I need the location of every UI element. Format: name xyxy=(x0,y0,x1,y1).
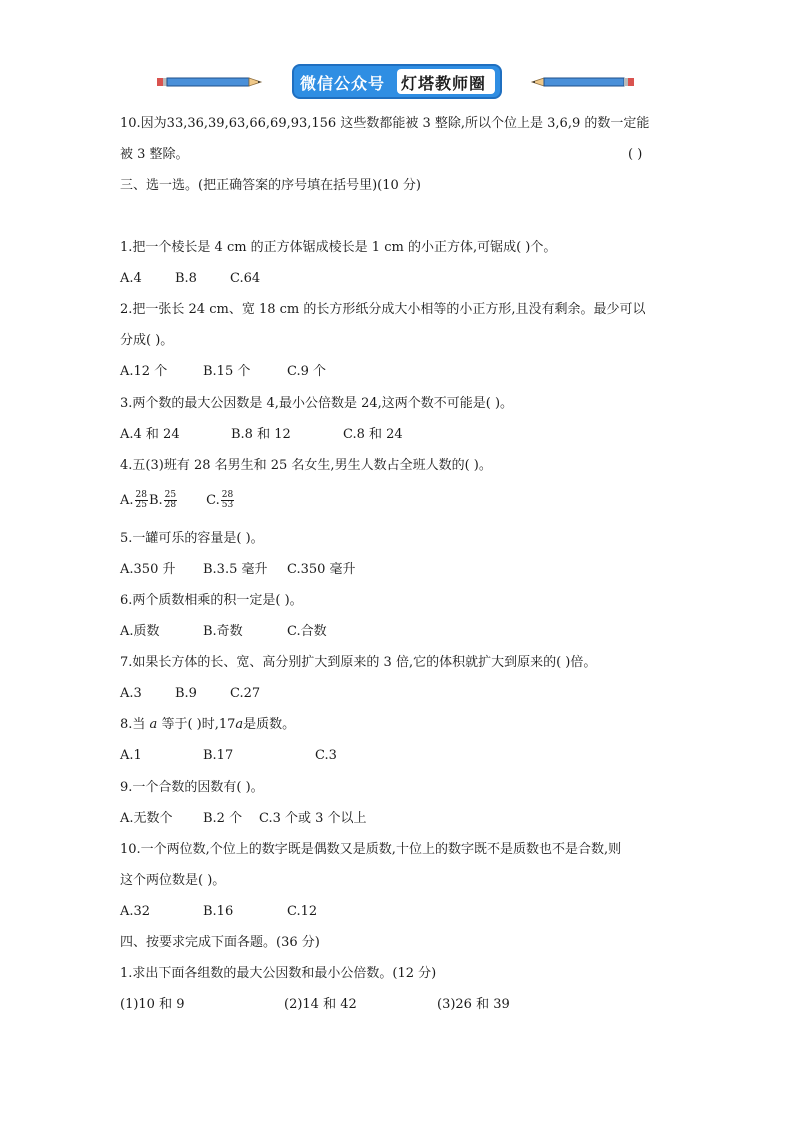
fraction: $\frac{28}{53}$ xyxy=(221,490,234,510)
option-a: A. $\frac{28}{25}$ xyxy=(120,490,147,510)
s2-q10-line1: 10.因为33,36,39,63,66,69,93,156 这些数都能被 3 整除,所以个位上是 3,6,9 的数一定能 xyxy=(120,116,650,131)
option-c: C.9 个 xyxy=(287,364,327,379)
pencil-left-icon xyxy=(157,77,265,87)
section3-title: 三、选一选。(把正确答案的序号填在括号里)(10 分) xyxy=(120,178,421,193)
option-c: C.350 毫升 xyxy=(287,562,356,577)
part-3: (3)26 和 39 xyxy=(437,997,510,1012)
option-a: A.4 xyxy=(120,271,142,286)
option-c: C. $\frac{28}{53}$ xyxy=(206,490,234,510)
pencil-right-icon xyxy=(530,77,636,87)
option-a: A.1 xyxy=(120,748,142,763)
section4-title: 四、按要求完成下面各题。(36 分) xyxy=(120,935,320,950)
option-b: B.16 xyxy=(203,904,234,919)
part-1: (1)10 和 9 xyxy=(120,997,185,1012)
s4-q1-stem: 1.求出下面各组数的最大公因数和最小公倍数。(12 分) xyxy=(120,966,437,981)
fraction: $\frac{25}{28}$ xyxy=(164,490,177,510)
option-b: B.9 xyxy=(175,686,197,701)
option-c: C.3 xyxy=(315,748,337,763)
s3-q2-stem1: 2.把一张长 24 cm、宽 18 cm 的长方形纸分成大小相等的小正方形,且没有剩余。最少可以 xyxy=(120,302,646,317)
s3-q4-stem: 4.五(3)班有 28 名男生和 25 名女生,男生人数占全班人数的( )。 xyxy=(120,458,492,473)
option-a: A.12 个 xyxy=(120,364,168,379)
option-c: C.8 和 24 xyxy=(343,427,403,442)
s3-q10-stem1: 10.一个两位数,个位上的数字既是偶数又是质数,十位上的数字既不是质数也不是合数,则 xyxy=(120,842,622,857)
s3-q7-stem: 7.如果长方体的长、宽、高分别扩大到原来的 3 倍,它的体积就扩大到原来的( )倍。 xyxy=(120,655,597,670)
s3-q4-options xyxy=(120,490,235,512)
option-b: B.2 个 xyxy=(203,811,243,826)
option-b: B.奇数 xyxy=(203,624,243,639)
s3-q6-stem: 6.两个质数相乘的积一定是( )。 xyxy=(120,593,303,608)
option-b: B.17 xyxy=(203,748,234,763)
option-a: A.350 升 xyxy=(120,562,176,577)
s2-q10-line2: 被 3 整除。 xyxy=(120,147,189,162)
option-c: C.27 xyxy=(230,686,261,701)
option-a: A.无数个 xyxy=(120,811,173,826)
option-a: A.3 xyxy=(120,686,142,701)
option-b: B.15 个 xyxy=(203,364,251,379)
s3-q3-stem: 3.两个数的最大公因数是 4,最小公倍数是 24,这两个数不可能是( )。 xyxy=(120,396,514,411)
s3-q5-stem: 5.一罐可乐的容量是( )。 xyxy=(120,531,264,546)
option-b: B.8 xyxy=(175,271,197,286)
wechat-banner xyxy=(294,66,500,97)
option-c: C.3 个或 3 个以上 xyxy=(259,811,367,826)
s3-q2-stem2: 分成( )。 xyxy=(120,333,174,348)
s3-q1-stem: 1.把一个棱长是 4 cm 的正方体锯成棱长是 1 cm 的小正方体,可锯成( )个。 xyxy=(120,240,557,255)
answer-paren: ( ) xyxy=(628,147,643,162)
option-a: A.质数 xyxy=(120,624,160,639)
part-2: (2)14 和 42 xyxy=(284,997,357,1012)
option-b: B.3.5 毫升 xyxy=(203,562,268,577)
fraction: $\frac{28}{25}$ xyxy=(135,490,147,510)
option-c: C.64 xyxy=(230,271,261,286)
option-c: C.12 xyxy=(287,904,318,919)
s3-q9-stem: 9.一个合数的因数有( )。 xyxy=(120,780,264,795)
banner-right-box xyxy=(397,69,495,94)
option-c: C.合数 xyxy=(287,624,327,639)
option-b: B. $\frac{25}{28}$ xyxy=(148,490,177,510)
option-a: A.4 和 24 xyxy=(120,427,180,442)
banner-left-text: 微信公众号 xyxy=(300,74,386,93)
s3-q10-stem2: 这个两位数是( )。 xyxy=(120,873,226,888)
option-a: A.32 xyxy=(120,904,151,919)
s3-q8-stem: 8.当 a 等于( )时,17a是质数。 xyxy=(120,717,296,732)
option-b: B.8 和 12 xyxy=(231,427,291,442)
banner-right-text: 灯塔教师圈 xyxy=(401,74,487,93)
